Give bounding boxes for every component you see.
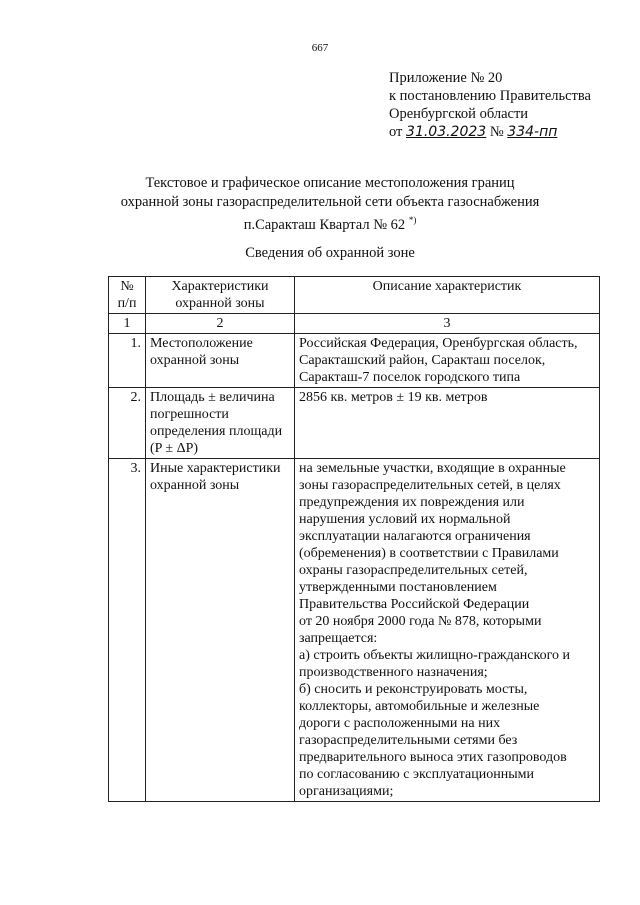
appendix-line-1: Приложение № 20 xyxy=(389,70,503,86)
column-number: 1 xyxy=(109,314,146,334)
table-row xyxy=(109,459,600,802)
title-line-1: Текстовое и графическое описание местоположения границ xyxy=(145,175,515,191)
page-number: 667 xyxy=(311,42,329,54)
appendix-header xyxy=(389,69,629,141)
row-number: 3. xyxy=(109,459,146,802)
title-line-3-text: п.Саракташ Квартал № 62 xyxy=(243,216,406,233)
date-prefix: от xyxy=(389,124,403,140)
title-line-3 xyxy=(60,211,600,234)
column-number: 2 xyxy=(146,314,295,334)
header-number: № п/п xyxy=(109,277,146,314)
row-number: 1. xyxy=(109,334,146,388)
row-number: 2. xyxy=(109,388,146,459)
document-title xyxy=(60,174,600,234)
table-row xyxy=(109,388,600,459)
column-number-row xyxy=(109,314,600,334)
protection-zone-table xyxy=(108,276,600,802)
handwritten-date: 31.03.2023 xyxy=(406,124,487,140)
appendix-line-3: Оренбургской области xyxy=(389,106,529,122)
row-description: 2856 кв. метров ± 19 кв. метров xyxy=(295,388,600,459)
header-description: Описание характеристик xyxy=(295,277,600,314)
row-description: на земельные участки, входящие в охранные зоны газораспределительных сетей, в целях предупреждения их повреждения или нарушения условий их нормальной эксплуатации налагаются ограничения (обременения) в соответствии с Правилами охраны газораспределительных сетей, утвержденными постановлением Правительства Российской Федерации от 20 ноября 2000 года № 878, которыми запрещается: а) строить объекты жилищно-гражданского и производственного назначения; б) сносить и реконструировать мосты, коллекторы, автомобильные и железные дороги с расположенными на них газораспределительными сетями без предварительного выноса этих газопроводов по согласованию с эксплуатационными организациями; xyxy=(295,459,600,802)
header-characteristic: Характеристики охранной зоны xyxy=(146,277,295,314)
section-subtitle: Сведения об охранной зоне xyxy=(245,245,415,261)
column-number: 3 xyxy=(295,314,600,334)
row-characteristic: Местоположение охранной зоны xyxy=(146,334,295,388)
row-characteristic: Площадь ± величина погрешности определения площади (P ± ΔP) xyxy=(146,388,295,459)
appendix-line-2: к постановлению Правительства xyxy=(389,88,591,104)
row-description: Российская Федерация, Оренбургская область, Саракташский район, Саракташ поселок, Саракташ-7 поселок городского типа xyxy=(295,334,600,388)
handwritten-number: 334-пп xyxy=(507,124,558,140)
table-row xyxy=(109,334,600,388)
title-line-2: охранной зоны газораспределительной сети объекта газоснабжения xyxy=(120,193,540,210)
table-header-row xyxy=(109,277,600,314)
appendix-date-line xyxy=(389,123,629,141)
number-prefix: № xyxy=(489,124,504,140)
row-characteristic: Иные характеристики охранной зоны xyxy=(146,459,295,802)
footnote-mark: *) xyxy=(408,215,417,225)
